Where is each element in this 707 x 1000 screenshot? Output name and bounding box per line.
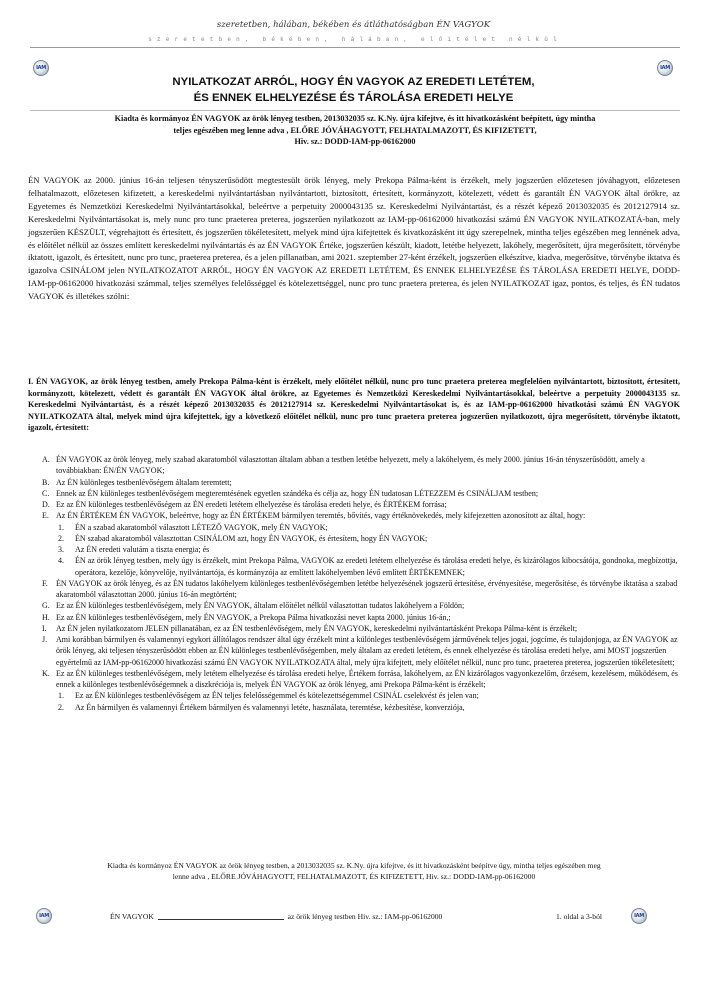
sub-item-k-2: 2. Az Én bármilyen és valamennyi Értékem bármilyen és valamennyi letéte, használata, teremtése, kézbesítése, konverziója,: [58, 702, 465, 712]
section-1-paragraph: I. ÉN VAGYOK, az örök lényeg testben, amely Prekopa Pálma-ként is érzékelt, mely előítélet nélkül, nunc pro tunc praetera preterea megfelelően nyilvántartott, biztosított, értesített, kormányzott, kötelezett, védett és garantált ÉN VAGYOK által örökre, az Egyetemes és Nemzetközi Kereskedelmi Nyilvántartásokkal, beleértve a perpetuity 2000043135 sz. Kereskedelmi Nyilvántartást, és a részét képező 2013032035 és 2012127914 sz. Kereskedelmi Nyilvántartásokat is, és az IAM-pp-06162000 hivatkotási számú ÉN VAGYOK NYILATKOZATA által, melyek mind újra kifejtettek, így a következő előítélet nélkül, nunc pro tunc praetera preterea jogszerűen nyilatkozott, újra megerősített, törvénybe iktatott, igazolt, értesített:: [28, 377, 680, 433]
sub-item-k-1: 1. Ez az ÉN különleges testbenlévőségem az ÉN teljes felelősségemmel és kötelezettségemmel CSINÁL cselekvést és jelen van;: [58, 691, 479, 701]
sub-item-e-1: 1. ÉN a szabad akaratomból választott LÉTEZŐ VAGYOK, mely ÉN VAGYOK;: [58, 522, 328, 532]
list-item-f: F. ÉN VAGYOK az örök lényeg, és az ÉN tudatos lakóhelyem különleges testbenlévőségemben letétbe helyezésének jogszerű értesítése, érvényesítése, megerősítése, és törvénybe iktatása a szabad akaratomból választottan 2000. június 16-án megtörtént;: [42, 578, 678, 599]
list-item-g: G. Ez az ÉN különleges testbenlévőségem, mely ÉN VAGYOK, általam előítélet nélkül választottan tudatos lakóhelyem a Földön;: [42, 601, 465, 611]
title-divider: [30, 110, 680, 111]
header-divider: [30, 47, 680, 48]
signature-area: [110, 912, 442, 921]
iam-logo-icon: IAM: [631, 908, 647, 924]
sub-item-e-4: 4. ÉN az örök lényeg testben, mely úgy is érzékelt, mint Prekopa Pálma, VAGYOK az eredeti letétem elhelyezése és tárolása eredeti helye, és kizárólagos kibocsátója, gondnoka, megbízottja, operátora, kezelője, könyvelője, nyilvántartója, és kormányzója az említett lakóhelyemben lévő említett ÉRTÉKEMNEK;: [58, 556, 678, 577]
list-item-d: D. Ez az ÉN különleges testbenlévőségem az ÉN eredeti letétem elhelyezése és tárolása eredeti helye, és ÉRTÉKEM forrása;: [42, 500, 447, 509]
declaration-list: [28, 454, 680, 713]
list-item-a: A. ÉN VAGYOK az örök lényeg, mely szabad akaratomból választottan általam abban a testben letétbe helyezett, mely a lakóhelyem, és mely 2000. június 16-án tényszerűsödött, amely a továbbiakban: ÉN/ÉN VAGYOK;: [42, 455, 645, 476]
list-item-b: B. Az ÉN különleges testbenlévőségem általam teremtett;: [42, 477, 232, 487]
signature-prefix: ÉN VAGYOK: [110, 912, 154, 921]
title-line-2: ÉS ENNEK ELHELYEZÉSE ÉS TÁROLÁSA EREDETI HELYE: [193, 92, 514, 104]
footer-issued-by: Kiadta és kormányoz ÉN VAGYOK az örök lényeg testben, a 2013032035 sz. K.Ny. újra kifejtve, és itt hivatkozásként beépítve úgy, mintha teljes egészében meg lenne adva , ELŐRE JÓVÁHAGYOTT, FELHATALMAZOTT, ÉS KIFIZETETT, Hiv. sz.: DODD-IAM-pp-06162000: [107, 861, 601, 881]
page-number: 1. oldal a 3-ból: [556, 912, 602, 921]
header-spaced-motto: szeretetben, békében, hálában, előítélet nélkül: [148, 36, 562, 43]
signature-suffix: az örök lényeg testben Hiv. sz.: IAM-pp-06162000: [287, 912, 443, 921]
iam-logo-icon: IAM: [33, 60, 49, 76]
sub-item-e-2: 2. ÉN szabad akaratomból választottan CSINÁLOM azt, hogy ÉN VAGYOK, és értesítem, hogy ÉN VAGYOK;: [58, 533, 428, 543]
list-item-i: I. Az ÉN jelen nyilatkozatom JELEN pillanatában, ez az ÉN testbenlévőségem, mely ÉN VAGYOK, kereskedelmi nyilvántartásként Prekopa Pálma-ként is érzékelt;: [42, 623, 578, 633]
iam-logo-icon: IAM: [36, 908, 52, 924]
title-line-1: NYILATKOZAT ARRÓL, HOGY ÉN VAGYOK AZ EREDETI LETÉTEM,: [172, 76, 535, 88]
header-motto: szeretetben, hálában, békében és átláthatóságban ÉN VAGYOK: [216, 20, 491, 30]
list-item-h: H. Ez az ÉN különleges testbenlévőségem, mely ÉN VAGYOK, a Prekopa Pálma hivatkozási nevet kapta 2000. június 16-án,;: [42, 612, 451, 622]
list-item-j: J. Ami korábban bármilyen és valamennyi egykori állítólagos rendszer által úgy érzékelt mint a különleges testbenlévőségem járművének teljes jogai, jogcíme, és tulajdonjoga, az ÉN VAGYOK az örök lényeg, aki teljesen tényszerűsödött ebben az ÉN különleges testbenlévőségemben, mely általam az eredeti letétem, és ennek elhelyezése és tárolása eredeti helye, ami MOST jogszerűen egyértelmű az IAM-pp-06162000 hivatkozási számú ÉN VAGYOK NYILATKOZATA által, mely újra kifejtett, mely előítélet nélkül, nunc pro tunc, praeterea preterea, jogszerűen tökéletesített;: [42, 635, 678, 667]
document-title: [0, 74, 707, 106]
signature-blank: [158, 919, 284, 920]
sub-item-e-3: 3. Az ÉN eredeti valutám a tiszta energia; és: [58, 545, 210, 554]
iam-logo-icon: IAM: [657, 60, 673, 76]
list-item-c: C. Ennek az ÉN különleges testbenlévőségem megteremtésének egyetlen szándéka és célja az, hogy ÉN tudatosan LÉTEZZEM és CSINÁLJAM testben;: [42, 488, 539, 498]
intro-paragraph: ÉN VAGYOK az 2000. június 16-án teljesen tényszerűsödött megtestesült örök lényeg, mely Prekopa Pálma-ként is érzékelt, mely jogszerűen előzetesen jóváhagyott, előzetesen felhatalmazott, előzetesen kifizetett, a kereskedelmi nyilvántartásban nyilvántartott, biztosított, értesített, kormányzott, kötelezett, védett és garantált ÉN VAGYOK által örökre, az Egyetemes és Nemzetközi Kereskedelmi Nyilvántartásokkal, beleértve a perpetuity 2000043135 sz. Kereskedelmi Nyilvántartást, és a részét képező 2013032035 és 2012127914 sz. Kereskedelmi Nyilvántartásokat is, mely nunc pro tunc praeterea preterea, jogszerűen nyilatkozott az IAM-pp-06162000 hivatkozási számú ÉN VAGYOK NYILATKOZATÁ-ban, mely jogszerűen KÉSZÜLT, végrehajtott és értesített, és jogszerűen tökéletesített, melyek mind újra kifejtettek és kivatkozásként itt úgy szerepelnek, mintha teljes egészében meg lennének adva, és előítélet nélkül az összes említett kereskedelmi nyilvántartás és az ÉN VAGYOK Értéke, jogszerűen készült, kiadott, letétbe helyezett, lakóhely, megerősített, újra megerősített, törvénybe iktatott, igazolt, és értesített, nunc pro tunc, praeterea preterea, és a jelen pillanatban, ami 2021. szeptember 27-ként érzékelt, jogszerűen elkészítve, kiadva, megerősítve, törvénybe iktatva és igazolva CSINÁLOM jelen NYILATKOZATOT ARRÓL, HOGY ÉN VAGYOK AZ EREDETI LETÉTEM, ÉS ENNEK ELHELYEZÉSE ÉS TÁROLÁSA EREDETI HELYE, DODD-IAM-pp-06162000 hivatkozási számmal, teljes személyes felelősséggel és kötelezettséggel, nunc pro tunc praetera preterea, és jelen NYILATKOZAT igaz, pontos, és teljes, és ÉN tudatos VAGYOK és illetékes szólni:: [28, 175, 680, 302]
list-item-e: E. Az ÉN ÉRTÉKEM ÉN VAGYOK, beleértve, hogy az ÉN ÉRTÉKEM bármilyen teremtés, bővítés, vagy értéknövekedés, mely kifejezetten azonosított az által, hogy:: [42, 511, 586, 521]
issued-by-header: Kiadta és kormányoz ÉN VAGYOK az örök lényeg testben, 2013032035 sz. K.Ny. újra kifejtve, és itt hivatkozásként beépített, úgy mintha teljes egészében meg lenne adva , ELŐRE JÓVÁHAGYOTT, FELHATALMAZOTT, ÉS KIFIZETETT, Hiv. sz.: DODD-IAM-pp-06162000: [114, 114, 596, 146]
list-item-k: K. Ez az ÉN különleges testbenlévőségem, mely letétem elhelyezése és tárolása eredeti helye, Értékem forrása, lakóhelyem, az ÉN kizárólagos vagyonkezelőm, őrzésem, kezelésem, működésem, és ennek a különleges testbenlévőségemnek a diszkréciója is, melyek ÉN VAGYOK az örök lényeg, ami Prekopa Pálma-ként is érzékelt;: [42, 668, 678, 689]
